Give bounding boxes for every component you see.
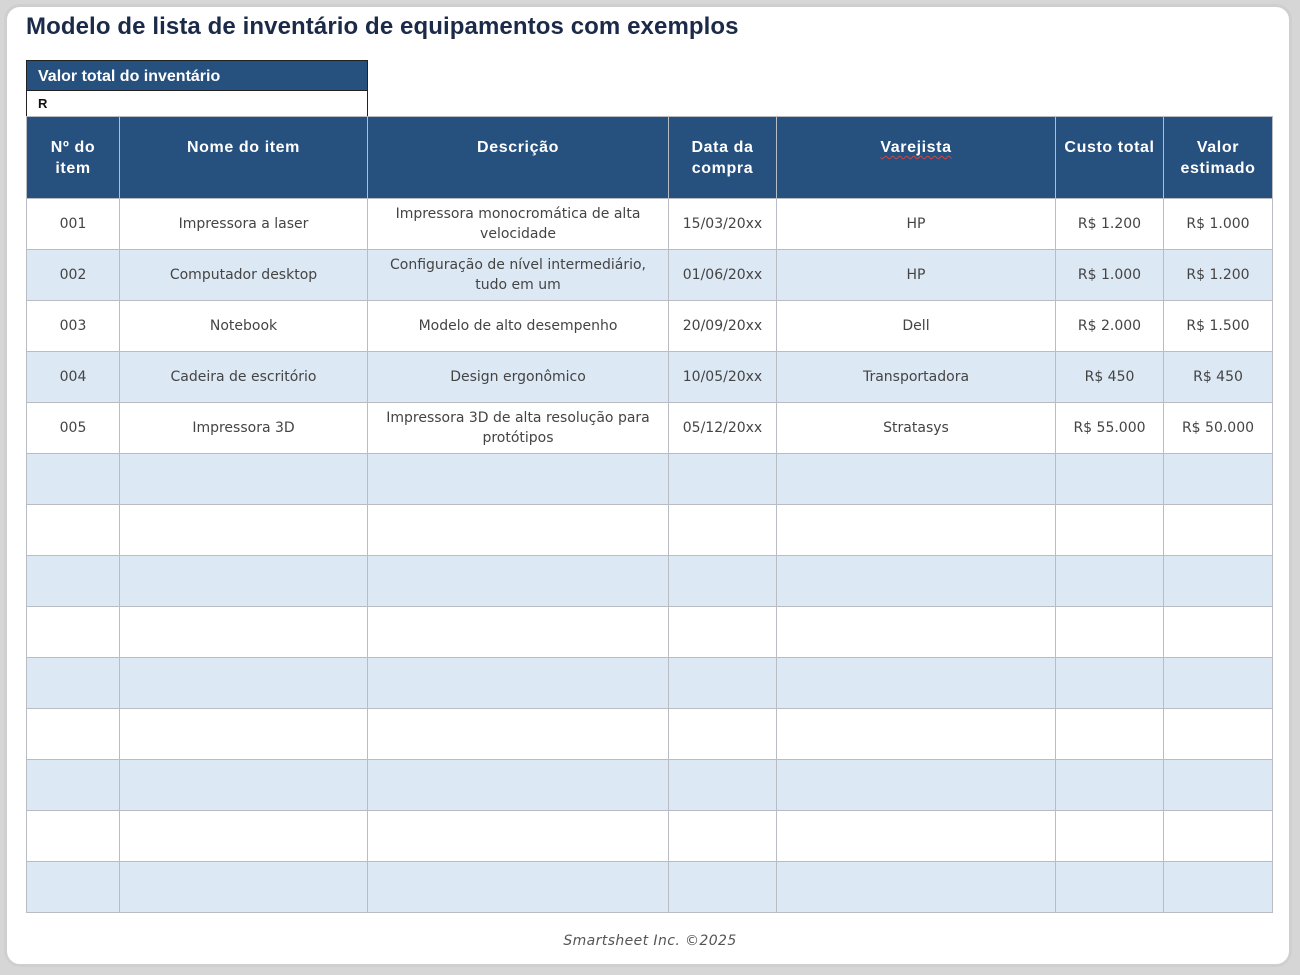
cell-purchase-date[interactable] (669, 862, 777, 913)
cell-item-number[interactable] (27, 556, 120, 607)
cell-total-cost[interactable] (1056, 760, 1164, 811)
table-row (27, 403, 1273, 454)
footer-copyright: Smartsheet Inc. ©2025 (563, 933, 737, 949)
cell-retailer[interactable]: Dell (777, 301, 1056, 352)
table-row (27, 658, 1273, 709)
cell-item-number[interactable] (27, 760, 120, 811)
inventory-total-value[interactable]: R (38, 96, 48, 111)
cell-item-number[interactable] (27, 505, 120, 556)
cell-total-cost[interactable] (1056, 454, 1164, 505)
cell-retailer[interactable]: HP (777, 199, 1056, 250)
cell-estimated-value[interactable] (1164, 607, 1273, 658)
cell-retailer[interactable] (777, 862, 1056, 913)
cell-item-number[interactable]: 002 (27, 250, 120, 301)
cell-item-number[interactable] (27, 709, 120, 760)
inventory-total-label: Valor total do inventário (27, 61, 367, 91)
cell-retailer[interactable]: HP (777, 250, 1056, 301)
cell-item-name[interactable]: Notebook (120, 301, 368, 352)
cell-estimated-value[interactable]: R$ 1.000 (1164, 199, 1273, 250)
cell-total-cost[interactable]: R$ 55.000 (1056, 403, 1164, 454)
cell-description[interactable] (368, 556, 669, 607)
cell-item-name[interactable] (120, 607, 368, 658)
cell-purchase-date[interactable] (669, 811, 777, 862)
cell-description[interactable] (368, 760, 669, 811)
cell-item-number[interactable] (27, 607, 120, 658)
cell-total-cost[interactable] (1056, 862, 1164, 913)
cell-description[interactable]: Design ergonômico (368, 352, 669, 403)
table-row (27, 454, 1273, 505)
cell-description[interactable]: Configuração de nível intermediário, tudo em um (368, 250, 669, 301)
cell-item-name[interactable]: Computador desktop (120, 250, 368, 301)
table-row (27, 505, 1273, 556)
header-item-name: Nome do item (120, 117, 368, 199)
cell-item-name[interactable]: Impressora a laser (120, 199, 368, 250)
cell-estimated-value[interactable]: R$ 1.500 (1164, 301, 1273, 352)
cell-item-number[interactable]: 003 (27, 301, 120, 352)
cell-description[interactable] (368, 658, 669, 709)
cell-purchase-date[interactable]: 20/09/20xx (669, 301, 777, 352)
cell-total-cost[interactable] (1056, 811, 1164, 862)
cell-item-name[interactable] (120, 862, 368, 913)
cell-item-name[interactable] (120, 454, 368, 505)
cell-retailer[interactable] (777, 811, 1056, 862)
cell-purchase-date[interactable]: 05/12/20xx (669, 403, 777, 454)
header-item-number: Nº do item (27, 117, 120, 199)
cell-item-name[interactable] (120, 760, 368, 811)
cell-purchase-date[interactable] (669, 607, 777, 658)
cell-description[interactable] (368, 709, 669, 760)
table-row (27, 862, 1273, 913)
cell-item-number[interactable] (27, 862, 120, 913)
cell-retailer[interactable] (777, 607, 1056, 658)
cell-description[interactable] (368, 811, 669, 862)
cell-description[interactable]: Modelo de alto desempenho (368, 301, 669, 352)
inventory-table (26, 116, 1273, 913)
cell-retailer[interactable] (777, 505, 1056, 556)
cell-item-number[interactable] (27, 811, 120, 862)
table-row (27, 709, 1273, 760)
cell-estimated-value[interactable] (1164, 556, 1273, 607)
cell-estimated-value[interactable] (1164, 454, 1273, 505)
cell-description[interactable]: Impressora monocromática de alta velocidade (368, 199, 669, 250)
table-row (27, 301, 1273, 352)
cell-purchase-date[interactable] (669, 556, 777, 607)
cell-purchase-date[interactable] (669, 760, 777, 811)
header-estimated-value: Valor estimado (1164, 117, 1273, 199)
table-row (27, 556, 1273, 607)
cell-total-cost[interactable] (1056, 556, 1164, 607)
cell-retailer[interactable] (777, 658, 1056, 709)
cell-purchase-date[interactable] (669, 454, 777, 505)
cell-item-name[interactable] (120, 709, 368, 760)
table-row (27, 199, 1273, 250)
header-retailer-label: Varejista (880, 139, 952, 156)
cell-estimated-value[interactable] (1164, 811, 1273, 862)
cell-total-cost[interactable]: R$ 450 (1056, 352, 1164, 403)
table-row (27, 607, 1273, 658)
header-total-cost: Custo total (1056, 117, 1164, 199)
cell-purchase-date[interactable] (669, 505, 777, 556)
inventory-total-box (26, 60, 368, 118)
cell-description[interactable] (368, 862, 669, 913)
cell-item-name[interactable] (120, 811, 368, 862)
cell-description[interactable] (368, 505, 669, 556)
cell-item-name[interactable]: Impressora 3D (120, 403, 368, 454)
cell-total-cost[interactable] (1056, 658, 1164, 709)
cell-purchase-date[interactable] (669, 709, 777, 760)
cell-item-number[interactable] (27, 658, 120, 709)
cell-retailer[interactable]: Stratasys (777, 403, 1056, 454)
cell-estimated-value[interactable] (1164, 760, 1273, 811)
cell-item-name[interactable] (120, 658, 368, 709)
cell-purchase-date[interactable]: 15/03/20xx (669, 199, 777, 250)
cell-retailer[interactable] (777, 709, 1056, 760)
header-description: Descrição (368, 117, 669, 199)
cell-item-number[interactable]: 005 (27, 403, 120, 454)
cell-estimated-value[interactable] (1164, 862, 1273, 913)
cell-retailer[interactable] (777, 556, 1056, 607)
cell-estimated-value[interactable]: R$ 450 (1164, 352, 1273, 403)
cell-estimated-value[interactable] (1164, 658, 1273, 709)
cell-purchase-date[interactable]: 10/05/20xx (669, 352, 777, 403)
table-header-row (27, 117, 1273, 199)
cell-estimated-value[interactable] (1164, 505, 1273, 556)
cell-estimated-value[interactable]: R$ 1.200 (1164, 250, 1273, 301)
cell-total-cost[interactable]: R$ 1.000 (1056, 250, 1164, 301)
cell-description[interactable] (368, 607, 669, 658)
cell-total-cost[interactable]: R$ 1.200 (1056, 199, 1164, 250)
cell-total-cost[interactable]: R$ 2.000 (1056, 301, 1164, 352)
cell-estimated-value[interactable] (1164, 709, 1273, 760)
cell-item-number[interactable] (27, 454, 120, 505)
cell-total-cost[interactable] (1056, 505, 1164, 556)
header-retailer (777, 117, 1056, 199)
cell-item-name[interactable] (120, 556, 368, 607)
cell-item-number[interactable]: 001 (27, 199, 120, 250)
cell-purchase-date[interactable] (669, 658, 777, 709)
cell-item-number[interactable]: 004 (27, 352, 120, 403)
cell-description[interactable]: Impressora 3D de alta resolução para protótipos (368, 403, 669, 454)
cell-estimated-value[interactable]: R$ 50.000 (1164, 403, 1273, 454)
cell-item-name[interactable] (120, 505, 368, 556)
header-purchase-date: Data da compra (669, 117, 777, 199)
cell-total-cost[interactable] (1056, 607, 1164, 658)
table-row (27, 811, 1273, 862)
cell-total-cost[interactable] (1056, 709, 1164, 760)
table-row (27, 250, 1273, 301)
cell-purchase-date[interactable]: 01/06/20xx (669, 250, 777, 301)
table-row (27, 352, 1273, 403)
cell-item-name[interactable]: Cadeira de escritório (120, 352, 368, 403)
cell-retailer[interactable] (777, 454, 1056, 505)
cell-retailer[interactable]: Transportadora (777, 352, 1056, 403)
table-row (27, 760, 1273, 811)
cell-description[interactable] (368, 454, 669, 505)
cell-retailer[interactable] (777, 760, 1056, 811)
page-title: Modelo de lista de inventário de equipamentos com exemplos (26, 13, 739, 40)
